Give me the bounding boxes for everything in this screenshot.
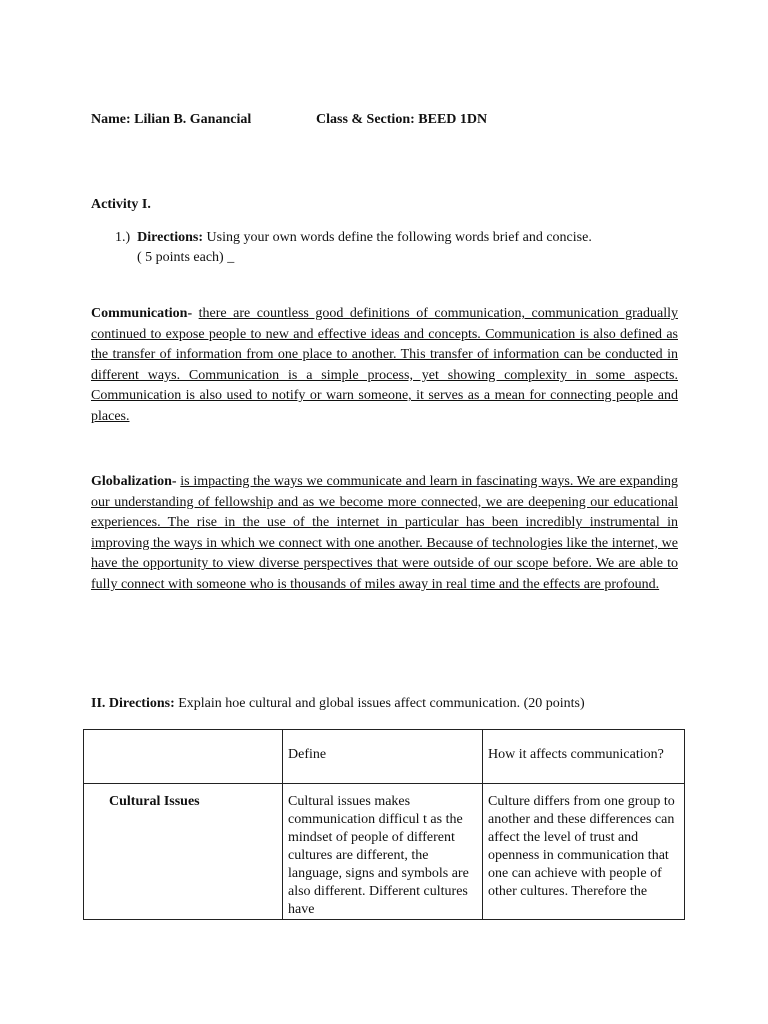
student-info — [91, 112, 488, 128]
row-label: Cultural Issues — [84, 784, 283, 920]
table-header-cell: Define — [283, 730, 483, 784]
student-name: Name: Lilian B. Ganancial — [91, 112, 252, 127]
table-cell-affects — [483, 784, 685, 920]
directions-number: 1.) — [115, 230, 131, 245]
directions-label: Directions: — [137, 230, 204, 245]
table-cell-define — [283, 784, 483, 920]
communication-term: Communication- — [91, 306, 193, 321]
globalization-definition: is impacting the ways we communicate and learn in fascinating ways. We are expanding our understanding of fellowship and as we become more connected, we are deepening our educational experiences. The rise in the use of the internet in particular has been incredibly instrumental in improving the ways in which we connect with one another. Because of technologies like the internet, we have the opportunity to view diverse perspectives that were outside of our scope before. We are able to fully connect with someone who is thousands of miles away in real time and the effects are profound. — [91, 474, 678, 592]
activity-title: Activity I. — [91, 197, 151, 212]
communication-definition: there are countless good definitions of communication, communication gradually continued to expose people to new and effective ideas and concepts. Communication is also defined as the transfer of information from one place to another. This transfer of information can be conducted in different ways. Communication is a simple process, yet showing complexity in some aspects. Communication is also used to notify or warn someone, it serves as a mean for connecting people and places. — [91, 306, 678, 424]
issues-table — [83, 729, 685, 920]
directions-text: Using your own words define the following words brief and concise. — [206, 230, 592, 245]
directions-1 — [115, 230, 592, 246]
table-header-row — [84, 730, 685, 784]
define-text: Cultural issues makes communication difficul t as the mindset of people of different cultures are different, the language, signs and symbols are also different. Different cultures have — [288, 794, 469, 917]
communication-paragraph — [91, 304, 678, 428]
globalization-term: Globalization- — [91, 474, 177, 489]
table-row — [84, 784, 685, 920]
globalization-paragraph — [91, 472, 678, 596]
table-header-cell: How it affects communication? — [483, 730, 685, 784]
directions-2-label: II. Directions: — [91, 696, 175, 711]
directions-points: ( 5 points each) _ — [137, 250, 235, 265]
directions-2-text: Explain hoe cultural and global issues affect communication. (20 points) — [178, 696, 585, 711]
table-header-cell — [84, 730, 283, 784]
affects-text: Culture differs from one group to another and these differences can affect the level of trust and openness in communication that one can achieve with people of other cultures. Therefore the — [488, 794, 675, 899]
directions-2 — [91, 696, 585, 712]
class-section: Class & Section: BEED 1DN — [316, 112, 488, 127]
